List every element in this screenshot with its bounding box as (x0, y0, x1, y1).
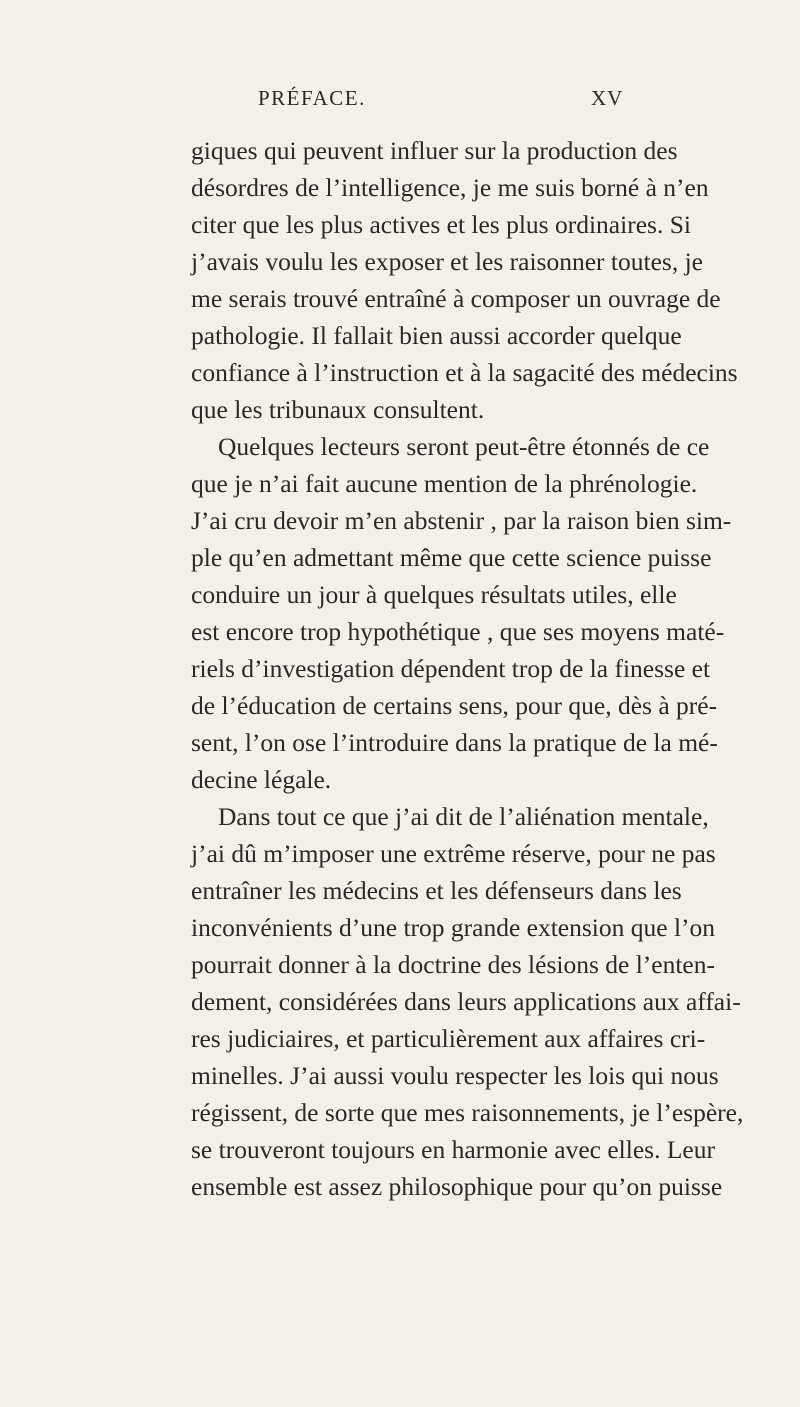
text-line: sent, l’on ose l’introduire dans la pratique de la mé- (191, 728, 718, 757)
text-line: j’avais voulu les exposer et les raisonner toutes, je (191, 247, 703, 276)
text-line: riels d’investigation dépendent trop de la finesse et (191, 654, 711, 683)
text-line: se trouveront toujours en harmonie avec elles. Leur (191, 1135, 715, 1164)
running-title: PRÉFACE. (258, 86, 366, 110)
text-line: ple qu’en admettant même que cette science puisse (191, 543, 712, 572)
paragraph-first-line: Dans tout ce que j’ai dit de l’aliénation mentale, (218, 802, 709, 831)
text-line: conduire un jour à quelques résultats utiles, elle (191, 580, 677, 609)
text-line: est encore trop hypothétique , que ses moyens maté- (191, 617, 725, 646)
running-head (0, 86, 800, 116)
page-number: XV (591, 86, 624, 110)
text-line: de l’éducation de certains sens, pour que, dès à pré- (191, 691, 718, 720)
text-line: giques qui peuvent influer sur la production des (191, 136, 678, 165)
text-line: dement, considérées dans leurs applications aux affai- (191, 987, 741, 1016)
text-line: confiance à l’instruction et à la sagacité des médecins (191, 358, 738, 387)
text-line: que les tribunaux consultent. (191, 395, 485, 424)
text-line: minelles. J’ai aussi voulu respecter les lois qui nous (191, 1061, 719, 1090)
paragraph-first-line: Quelques lecteurs seront peut-être étonnés de ce (218, 432, 710, 461)
text-line: j’ai dû m’imposer une extrême réserve, pour ne pas (191, 839, 716, 868)
text-line: citer que les plus actives et les plus ordinaires. Si (191, 210, 691, 239)
text-line: inconvénients d’une trop grande extension que l’on (191, 913, 716, 942)
text-line: pathologie. Il fallait bien aussi accorder quelque (191, 321, 682, 350)
text-line: désordres de l’intelligence, je me suis borné à n’en (191, 173, 709, 202)
text-line: que je n’ai fait aucune mention de la phrénologie. (191, 469, 698, 498)
text-line: decine légale. (191, 765, 332, 794)
text-line: res judiciaires, et particulièrement aux affaires cri- (191, 1024, 706, 1053)
text-line: ensemble est assez philosophique pour qu’on puisse (191, 1172, 723, 1201)
text-line: pourrait donner à la doctrine des lésions de l’enten- (191, 950, 715, 979)
text-line: J’ai cru devoir m’en abstenir , par la raison bien sim- (191, 506, 732, 535)
text-line: me serais trouvé entraîné à composer un ouvrage de (191, 284, 721, 313)
text-line: entraîner les médecins et les défenseurs dans les (191, 876, 682, 905)
text-line: régissent, de sorte que mes raisonnements, je l’espère, (191, 1098, 744, 1127)
